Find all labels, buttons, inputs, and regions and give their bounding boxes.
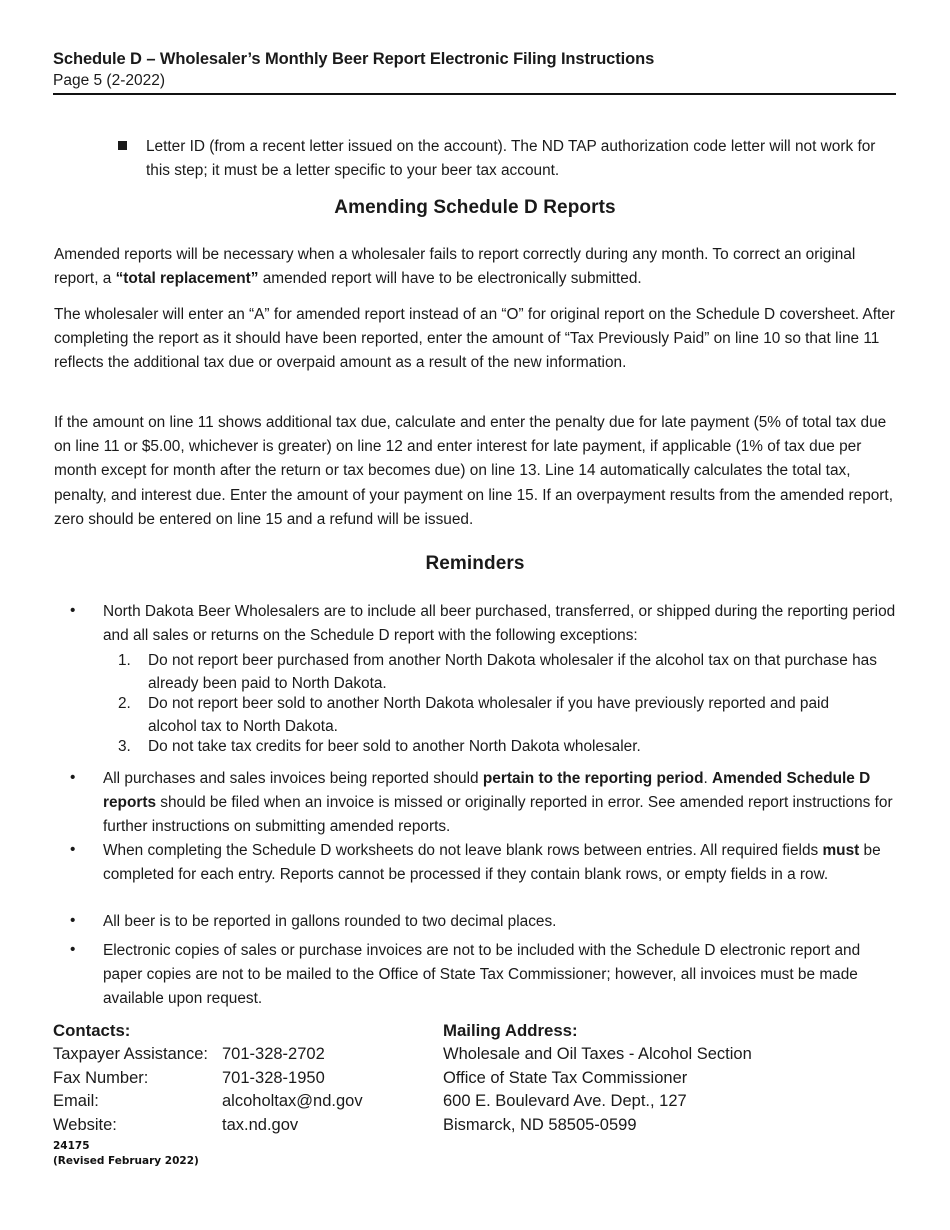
address-line: Bismarck, ND 58505-0599 — [443, 1115, 637, 1134]
mailing-address-heading: Mailing Address: — [443, 1021, 578, 1040]
bullet-icon: • — [70, 941, 76, 958]
reminder-text-part: . — [703, 770, 713, 787]
contact-row-email — [53, 1090, 443, 1114]
paragraph-text-part: amended report will have to be electronically submitted. — [258, 270, 642, 288]
reminder-text-part: All purchases and sales invoices being reported should — [103, 770, 483, 787]
reminder-bullet-3 — [70, 839, 896, 887]
list-number: 2. — [118, 695, 131, 712]
reminder-bullet-2 — [70, 767, 896, 840]
reminder-bold-must: must — [822, 842, 860, 859]
bullet-icon: • — [70, 769, 76, 786]
header-divider — [53, 93, 896, 95]
bullet-icon: • — [70, 602, 76, 619]
contact-value: 701-328-1950 — [222, 1068, 325, 1087]
reminder-text-part: should be filed when an invoice is missed or originally reported in error. See amended report instructions for further instructions on submitting amended reports. — [103, 794, 893, 836]
contact-row-website — [53, 1114, 443, 1138]
reminder-text: All beer is to be reported in gallons rounded to two decimal places. — [103, 913, 557, 930]
paragraph-amended-code: The wholesaler will enter an “A” for amended report instead of an “O” for original report on the Schedule D coversheet. After completing the report as it should have been reported, enter the amount of “Tax Previously Paid” on line 10 so that line 11 reflects the additional tax due or overpaid amount as a result of the new information. — [54, 306, 895, 372]
paragraph-text-part: Amended reports will be necessary when a wholesaler fails to report correctly during any month. To correct an original report, a — [54, 246, 856, 288]
contact-value: 701-328-2702 — [222, 1045, 325, 1063]
page-number-line: Page 5 (2-2022) — [53, 72, 166, 89]
numbered-item-text: Do not take tax credits for beer sold to another North Dakota wholesaler. — [148, 738, 641, 755]
reminder-text: Electronic copies of sales or purchase invoices are not to be included with the Schedule D electronic report and paper copies are not to be mailed to the Office of State Tax Commissioner; however, all invoices must be made available upon request. — [103, 942, 861, 1008]
bullet-icon: • — [70, 912, 76, 929]
contact-label: Email: — [53, 1092, 99, 1110]
section-heading-reminders: Reminders — [425, 553, 525, 574]
list-number: 3. — [118, 738, 131, 755]
numbered-item-3 — [118, 735, 878, 758]
mailing-address-block — [443, 1019, 863, 1137]
reminder-bold-amended-reports: Amended Schedule D reports — [103, 770, 871, 812]
address-line: Wholesale and Oil Taxes - Alcohol Section — [443, 1045, 752, 1063]
contacts-heading: Contacts: — [53, 1021, 131, 1040]
page-header — [53, 48, 896, 91]
reminder-bullet-5 — [70, 939, 896, 1012]
numbered-item-1 — [118, 649, 878, 696]
contact-value-email[interactable]: alcoholtax@nd.gov — [222, 1092, 363, 1110]
contact-row-taxpayer-assistance — [53, 1043, 443, 1067]
list-item-letter-id — [118, 135, 896, 183]
bullet-icon: • — [70, 841, 76, 858]
reminder-text: North Dakota Beer Wholesalers are to include all beer purchased, transferred, or shipped during the reporting period and all sales or returns on the Schedule D report with the following exceptions: — [103, 603, 896, 645]
paragraph-amended-reports — [54, 243, 897, 291]
contact-value-website[interactable]: tax.nd.gov — [222, 1115, 299, 1134]
list-item-text: Letter ID (from a recent letter issued on the account). The ND TAP authorization code letter will not work for this step; it must be a letter specific to your beer tax account. — [146, 138, 876, 180]
page-title: Schedule D – Wholesaler’s Monthly Beer Report Electronic Filing Instructions — [53, 50, 655, 68]
address-line: Office of State Tax Commissioner — [443, 1068, 688, 1087]
reminder-bullet-1 — [70, 600, 896, 648]
numbered-item-text: Do not report beer sold to another North Dakota wholesaler if you have previously reported and paid alcohol tax to North Dakota. — [148, 695, 830, 736]
square-bullet-icon — [118, 141, 127, 150]
paragraph-bold-total-replacement: “total replacement” — [115, 270, 259, 288]
reminder-text-part: be completed for each entry. Reports cannot be processed if they contain blank rows, or empty fields in a row. — [103, 842, 881, 884]
reminder-bold-pertain: pertain to the reporting period — [482, 770, 704, 787]
form-identifier — [53, 1139, 199, 1168]
contact-label: Fax Number: — [53, 1068, 149, 1087]
reminder-text — [103, 839, 896, 887]
form-revision-date: (Revised February 2022) — [53, 1154, 199, 1167]
paragraph-penalty-interest: If the amount on line 11 shows additional tax due, calculate and enter the penalty due for late payment (5% of total tax due on line 11 or $5.00, whichever is greater) on line 12 and enter interest for late payment, if applicable (1% of tax due per month except for month after the return or tax becomes due) on line 13. Line 14 automatically calculates the total tax, penalty, and interest due. Enter the amount of your payment on line 15. If an overpayment results from the amended report, zero should be entered on line 15 and a refund will be issued. — [54, 414, 893, 528]
contact-label: Taxpayer Assistance: — [53, 1045, 208, 1063]
reminder-text — [103, 767, 896, 840]
contact-row-fax-number — [53, 1067, 443, 1091]
contact-label: Website: — [53, 1115, 117, 1134]
form-number: 24175 — [53, 1140, 90, 1152]
section-heading-amending: Amending Schedule D Reports — [334, 197, 616, 218]
contacts-block — [53, 1019, 443, 1137]
numbered-item-2 — [118, 692, 878, 739]
numbered-item-text: Do not report beer purchased from another North Dakota wholesaler if the alcohol tax on that purchase has already been paid to North Dakota. — [148, 652, 877, 693]
reminder-text-part: When completing the Schedule D worksheets do not leave blank rows between entries. All required fields — [103, 842, 823, 859]
address-line: 600 E. Boulevard Ave. Dept., 127 — [443, 1092, 687, 1110]
reminder-bullet-4 — [70, 910, 896, 934]
list-number: 1. — [118, 652, 131, 669]
